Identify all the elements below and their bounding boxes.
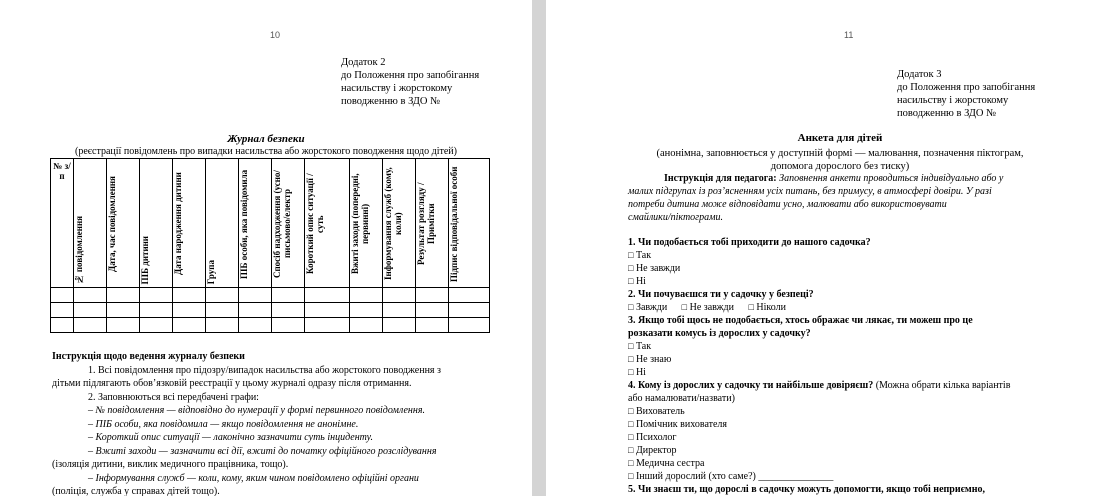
answer-option[interactable]: □ Не завжди — [681, 302, 734, 313]
column-header: Група — [206, 159, 239, 288]
teacher-instruction — [628, 172, 1073, 224]
column-header: Підпис відповідальної особи — [449, 159, 490, 288]
addendum-line: Додаток 3 — [897, 69, 942, 80]
journal-subtitle: (реєстрації повідомлень про випадки насильства або жорстокого поводження щодо дітей) — [75, 146, 457, 157]
question-5: 5. Чи знаєш ти, що дорослі в садочку можуть допомогти, якщо тобі неприємно, — [628, 484, 985, 495]
checkbox-icon: □ — [628, 302, 634, 312]
checkbox-icon: □ — [628, 354, 634, 364]
instruction-line: 1. Всі повідомлення про підозру/випадок насильства або жорстокого поводження з — [88, 364, 441, 376]
checkbox-icon: □ — [628, 471, 634, 481]
journal-table — [50, 158, 490, 333]
column-header: Короткий опис ситуації / суть — [305, 159, 350, 288]
questionnaire-subtitle-line: допомога дорослого без тиску) — [770, 161, 910, 172]
answer-option[interactable]: □ Не знаю — [628, 354, 672, 365]
instruction-line: (поліція, служба у справах дітей тощо). — [52, 486, 220, 496]
question-3: 3. Якщо тобі щось не подобається, хтось ображає чи лякає, ти можеш про це — [628, 315, 973, 326]
checkbox-icon: □ — [748, 302, 754, 312]
journal-title: Журнал безпеки — [227, 133, 305, 145]
instructions-title: Інструкція щодо ведення журналу безпеки — [52, 351, 245, 362]
page-number: 10 — [270, 30, 281, 40]
column-header: Спосіб надходження (усно/письмово/електр — [272, 159, 305, 288]
table-row — [51, 303, 490, 318]
checkbox-icon: □ — [628, 341, 634, 351]
teacher-note-line: малих підгрупах із роз’ясненням усіх питань, без примусу, в атмосфері довіри. У разі — [628, 186, 992, 197]
addendum-line: до Положення про запобігання — [897, 82, 1036, 93]
column-header: Вжиті заходи (попередні, первинні) — [350, 159, 383, 288]
journal-instructions — [52, 350, 498, 496]
answer-option[interactable]: □ Так — [628, 341, 652, 352]
answer-options-row — [628, 301, 1073, 314]
addendum-header — [341, 56, 498, 108]
teacher-note-line: Заповнення анкети проводиться індивідуально або у — [779, 173, 1004, 184]
checkbox-icon: □ — [628, 367, 634, 377]
answer-option[interactable]: □ Директор — [628, 445, 677, 456]
instruction-line: 2. Заповнюються всі передбачені графи: — [88, 391, 259, 403]
question-4-note: або намалювати/назвати) — [628, 393, 735, 404]
addendum-line: поводженню в ЗДО № — [341, 96, 441, 107]
column-header: № з/п — [51, 159, 74, 288]
question-2: 2. Чи почуваєшся ти у садочку у безпеці? — [628, 289, 814, 300]
answer-option[interactable]: □ Медична сестра — [628, 458, 705, 469]
answer-option[interactable]: □ Не завжди — [628, 263, 681, 274]
document-page-10 — [0, 0, 532, 496]
checkbox-icon: □ — [681, 302, 688, 312]
column-header: Результат розгляду / Примітки — [416, 159, 449, 288]
answer-option[interactable]: □ Вихователь — [628, 406, 685, 417]
questionnaire-subtitle-line: (анонімна, заповнюється у доступній формі — малювання, позначення піктограм, — [656, 148, 1024, 159]
questionnaire-questions — [628, 236, 1073, 496]
table-header-row — [51, 159, 490, 288]
addendum-line: насильству і жорстокому — [341, 83, 453, 94]
addendum-line: до Положення про запобігання — [341, 70, 480, 81]
instruction-line: дітьми підлягають обов’язковій реєстрації у цьому журналі одразу після отримання. — [52, 378, 412, 389]
checkbox-icon: □ — [628, 276, 634, 286]
checkbox-icon: □ — [628, 406, 634, 416]
answer-option[interactable]: □ Ні — [628, 367, 646, 378]
column-header: ПІБ особи, яка повідомила — [239, 159, 272, 288]
teacher-note-label: Інструкція для педагога: — [664, 173, 777, 184]
teacher-note-line: потреби дитина може відповідати усно, малювати або використовувати — [628, 199, 947, 210]
checkbox-icon: □ — [628, 250, 634, 260]
checkbox-icon: □ — [628, 263, 634, 273]
addendum-header — [897, 68, 1070, 120]
answer-option[interactable]: □ Так — [628, 250, 652, 261]
instruction-line: – Вжиті заходи — зазначити всі дії, вжиті до початку офіційного розслідування — [88, 445, 437, 457]
checkbox-icon: □ — [628, 419, 634, 429]
answer-option[interactable]: □ Інший дорослий (хто саме?) _______________ — [628, 471, 834, 482]
question-3-cont: розказати комусь із дорослих у садочку? — [628, 328, 811, 339]
questionnaire-title: Анкета для дітей — [797, 132, 883, 144]
addendum-line: поводженню в ЗДО № — [897, 108, 997, 119]
answer-option[interactable]: □ Ніколи — [748, 302, 786, 313]
checkbox-icon: □ — [628, 432, 634, 442]
instruction-line: – Короткий опис ситуації — лаконічно зазначити суть інциденту. — [88, 432, 373, 443]
column-header: ПІБ дитини — [140, 159, 173, 288]
question-4: 4. Кому із дорослих у садочку ти найбільше довіряєш? (Можна обрати кілька варіантів — [628, 380, 1011, 391]
column-header: Дата народження дитини — [173, 159, 206, 288]
checkbox-icon: □ — [628, 445, 634, 455]
table-row — [51, 318, 490, 333]
answer-option[interactable]: □ Помічник вихователя — [628, 419, 728, 430]
instruction-line: – Інформування служб — коли, кому, яким чином повідомлено офіційні органи — [88, 472, 419, 484]
teacher-note-line: смайлики/піктограми. — [628, 212, 723, 223]
column-header: № повідомлення — [74, 159, 107, 288]
page-number: 11 — [844, 30, 854, 40]
addendum-line: насильству і жорстокому — [897, 95, 1009, 106]
column-header: Інформування служб (кому, коли) — [383, 159, 416, 288]
addendum-line: Додаток 2 — [341, 57, 386, 68]
answer-option[interactable]: □ Психолог — [628, 432, 677, 443]
column-header: Дата, час повідомлення — [107, 159, 140, 288]
table-row — [51, 288, 490, 303]
question-1: 1. Чи подобається тобі приходити до нашого садочка? — [628, 237, 871, 248]
instruction-line: – № повідомлення — відповідно до нумерації у формі первинного повідомлення. — [88, 405, 425, 416]
instruction-line: (ізоляція дитини, виклик медичного працівника, тощо). — [52, 459, 289, 470]
answer-option[interactable]: □ Завжди — [628, 302, 668, 313]
checkbox-icon: □ — [628, 458, 634, 468]
answer-option[interactable]: □ Ні — [628, 276, 646, 287]
instruction-line: – ПІБ особи, яка повідомила — якщо повідомлення не анонімне. — [88, 418, 359, 430]
